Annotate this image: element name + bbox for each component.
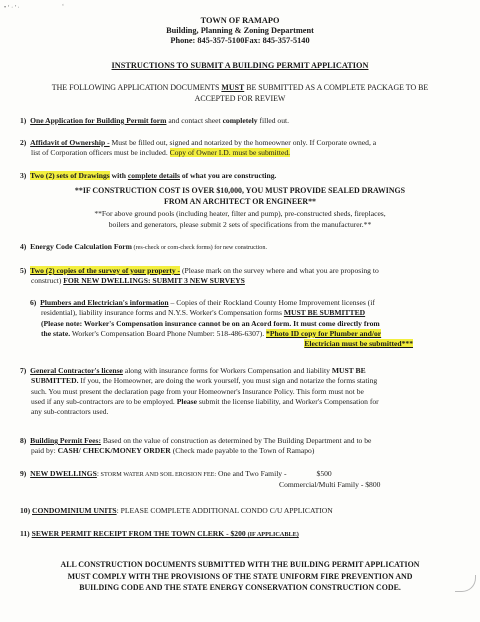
survey-highlight: Two (2) copies of the survey of your property - — [30, 266, 181, 275]
specifications-note: **For above ground pools (including heater, filter and pump), pre-constructed sheds, fireplaces, boilers and generators, please submit 2 sets of specifications from the manufacturer.** — [94, 209, 386, 229]
affidavit-label: Affidavit of Ownership - — [30, 138, 110, 147]
item-7: 7) General Contractor's license along with insurance forms for Workers Compensation and liability MUST BE SUBMITTED. If you, the Homeowner, are doing the work yourself, you must sign and notarize the forms stating such. You must present the declaration page from your Homeowner's Insurance Policy. This form must not be used if any sub-contractors are to be employed. Please submit the license liability, and Worker's Compensation for any sub-contractors used. — [20, 366, 379, 417]
scan-artifact: ‘ — [62, 4, 64, 10]
page-title: INSTRUCTIONS TO SUBMIT A BUILDING PERMIT APPLICATION — [111, 61, 369, 70]
item-9: 9) NEW DWELLINGS: STORM WATER AND SOIL EROSION FEE: One and Two Family - $500 Commercial/Multi Family - $800 — [20, 469, 475, 491]
header — [0, 16, 480, 46]
item-8: 8) Building Permit Fees: Based on the value of construction as determined by The Building Department and to be paid by: CASH/ CHECK/MONEY ORDER (Check made payable to the Town of Ramapo) — [20, 436, 372, 456]
item-6: 6) Plumbers and Electrician's information – Copies of their Rockland County Home Improvement licenses (if residential), liability insurance forms and N.Y.S. Worker's Compensation forms MUST BE SUBMITTED (Please note: Worker's Compensation insurance cannot be on an Acord form. It must come directly from the state. Worker's Compensation Board Phone Number: 518-486-6307). *Photo ID copy for Plumber and/or Electrician must be submitted*** — [30, 298, 413, 349]
item-5: 5) Two (2) copies of the survey of your property - (Please mark on the survey where and what you are proposing to construct) FOR NEW DWELLINGS: SUBMIT 3 NEW SURVEYS — [20, 266, 379, 286]
owner-id-highlight: Copy of Owner I.D. must be submitted. — [169, 148, 291, 158]
town-name: TOWN OF RAMAPO — [200, 16, 280, 25]
application-form-label: One Application for Building Permit form — [30, 116, 167, 125]
new-dwellings-surveys: FOR NEW DWELLINGS: SUBMIT 3 NEW SURVEYS — [63, 276, 245, 286]
footer-compliance-note: ALL CONSTRUCTION DOCUMENTS SUBMITTED WITH THE BUILDING PERMIT APPLICATION MUST COMPLY WITH THE PROVISIONS OF THE STATE UNIFORM FIRE PREVENTION AND BUILDING CODE AND THE STATE ENERGY CONSERVATION CONSTRUCTION CODE. — [60, 560, 420, 592]
item-11: 11) SEWER PERMIT RECEIPT FROM THE TOWN CLERK - $200 (IF APPLICABLE) — [20, 529, 299, 538]
phone-fax: Phone: 845-357-5100Fax: 845-357-5140 — [170, 36, 310, 45]
scan-artifact: • ‘ · ’ · — [4, 5, 20, 11]
permit-fees-label: Building Permit Fees: — [30, 436, 101, 445]
item-4: 4) Energy Code Calculation Form (res-check or com-check forms) for new construction. — [20, 242, 268, 251]
new-dwellings-label: NEW DWELLINGS — [30, 469, 97, 478]
fee-one-two-family: $500 — [316, 469, 332, 478]
drawings-highlight: Two (2) sets of Drawings — [30, 171, 110, 180]
photo-id-highlight: *Photo ID copy for Plumber and/or — [266, 328, 382, 338]
contractor-license-label: General Contractor's license — [30, 366, 123, 375]
item-3: 3) Two (2) sets of Drawings with complete details of what you are constructing. — [20, 171, 277, 180]
condominium-label: CONDOMINIUM UNITS — [32, 506, 117, 515]
fee-commercial: Commercial/Multi Family - $800 — [279, 480, 381, 490]
sewer-permit-label: SEWER PERMIT RECEIPT FROM THE TOWN CLERK - $200 — [31, 529, 248, 538]
sealed-drawings-warning: **IF CONSTRUCTION COST IS OVER $10,000, YOU MUST PROVIDE SEALED DRAWINGS FROM AN ARCHITECT OR ENGINEER** — [74, 186, 406, 206]
item-1: 1) One Application for Building Permit form and contact sheet completely filled out. — [20, 116, 290, 125]
department-name: Building, Planning & Zoning Department — [166, 26, 314, 35]
payment-methods: CASH/ CHECK/MONEY ORDER — [57, 446, 171, 456]
intro-text: THE FOLLOWING APPLICATION DOCUMENTS MUST BE SUBMITTED AS A COMPLETE PACKAGE TO BE ACCEPTED FOR REVIEW — [51, 83, 429, 103]
plumbers-electrician-label: Plumbers and Electrician's information — [40, 298, 169, 307]
must-emphasis: MUST — [221, 83, 245, 92]
item-2: 2) Affidavit of Ownership - Must be filled out, signed and notarized by the homeowner only. If Corporate owned, a list of Corporation officers must be included. Copy of Owner I.D. must be submitted. — [20, 138, 377, 158]
energy-code-label: Energy Code Calculation Form — [30, 242, 132, 251]
item-10: 10) CONDOMINIUM UNITS: PLEASE COMPLETE ADDITIONAL CONDO C/U APPLICATION — [20, 506, 333, 515]
